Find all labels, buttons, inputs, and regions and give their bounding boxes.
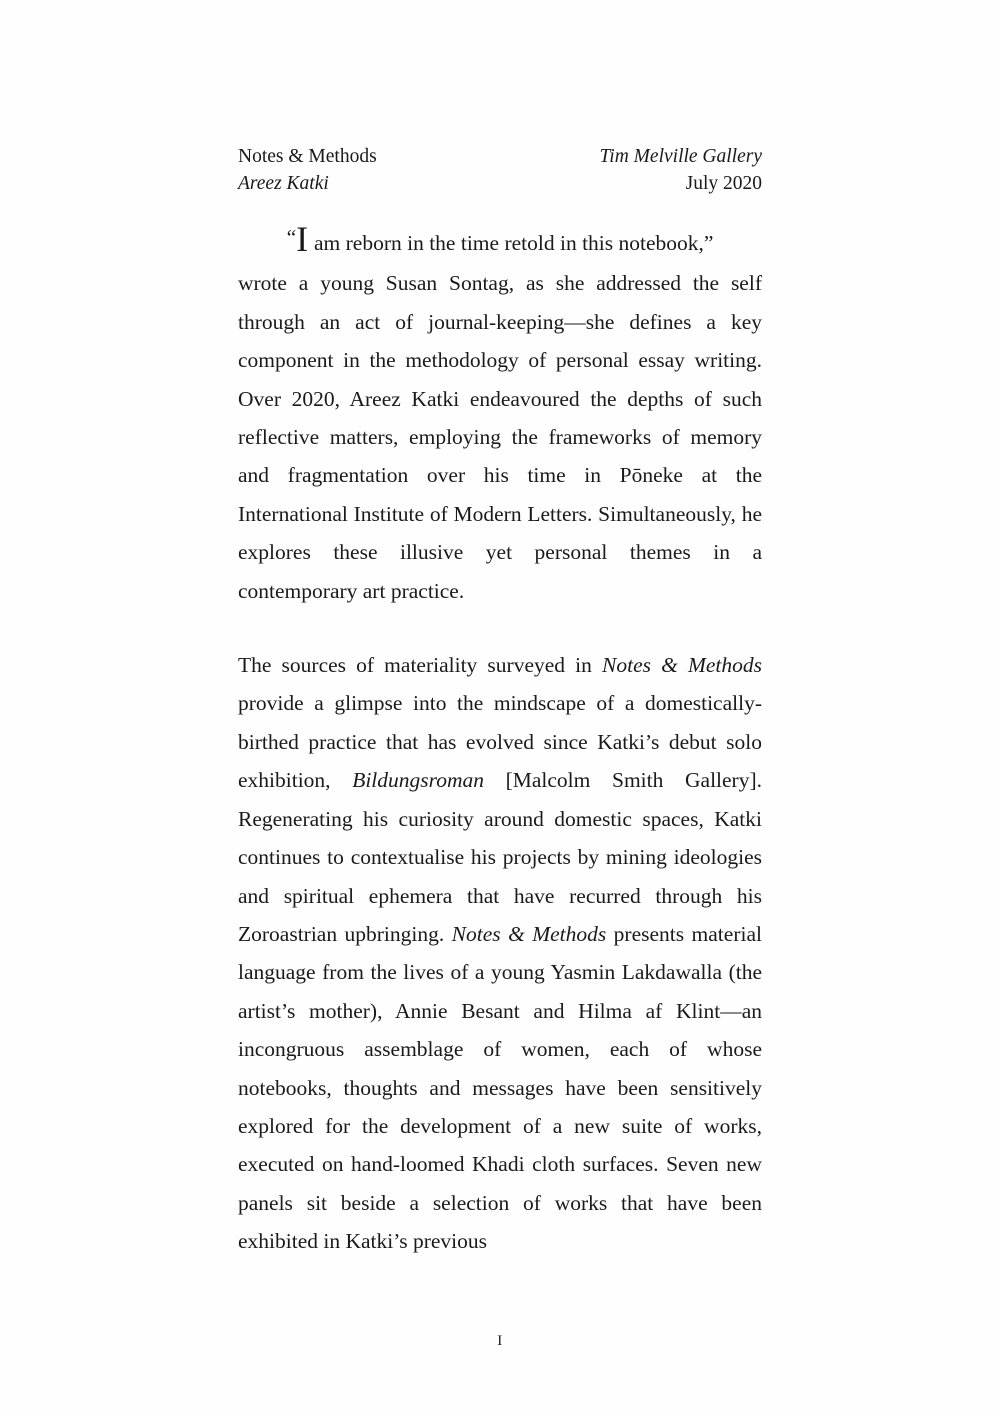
exhibition-date: July 2020 (685, 173, 762, 194)
running-head-row-2 (238, 170, 762, 197)
running-head-row-1 (238, 143, 762, 170)
body-text (238, 218, 762, 1261)
italic-title: Notes & Methods (602, 653, 762, 678)
text-run: [Malcolm Smith Gallery]. Regenerating his curiosity around domestic spaces, Katki continues to contextualise his projects by mining ideologies and spiritual ephemera that have recurred through his Zoroastrian upbringing. (238, 768, 762, 946)
text-run: wrote a young Susan Sontag, as she addressed the self through an act of journal-keeping—she defines a key component in the methodology of personal essay writing. Over 2020, Areez Katki endeavoured the depths of such reflective matters, employing the frameworks of memory and fragmentation over his time in Pōneke at the International Institute of Modern Letters. Simultaneously, he explores these illusive yet personal themes in a contemporary art practice. (238, 271, 762, 603)
exhibition-title: Notes & Methods (238, 146, 377, 167)
paragraph-2 (238, 646, 762, 1261)
text-run: The sources of materiality surveyed in (238, 653, 603, 678)
running-head (238, 143, 762, 197)
text-run: provide a glimpse into the mindscape of a domestically-birthed practice that has evolved since Katki’s debut solo exhibition, (238, 691, 762, 793)
paragraph-1 (238, 218, 762, 610)
pull-quote-line (238, 218, 762, 262)
page-number: I (497, 1333, 503, 1349)
italic-title: Notes & Methods (451, 921, 607, 946)
italic-title: Bildungsroman (352, 768, 484, 793)
text-run: presents material language from the lives of a young Yasmin Lakdawalla (the artist’s mother), Annie Besant and Hilma af Klint—an incongruous assemblage of women, each of whose notebooks, thoughts and messages have been sensitively explored for the development of a new suite of works, executed on hand-loomed Khadi cloth surfaces. Seven new panels sit beside a selection of works that have been exhibited in Katki’s previous (238, 921, 762, 1254)
artist-name: Areez Katki (238, 173, 329, 194)
page-folio (0, 1333, 1000, 1350)
paragraph-1-text (238, 271, 762, 602)
pull-quote-text: am reborn in the time retold in this notebook,” (313, 231, 714, 255)
drop-cap-initial: I (296, 219, 309, 259)
gallery-name: Tim Melville Gallery (599, 146, 762, 167)
open-quote-mark: “ (286, 225, 297, 249)
paragraph-2-text (238, 653, 762, 1253)
